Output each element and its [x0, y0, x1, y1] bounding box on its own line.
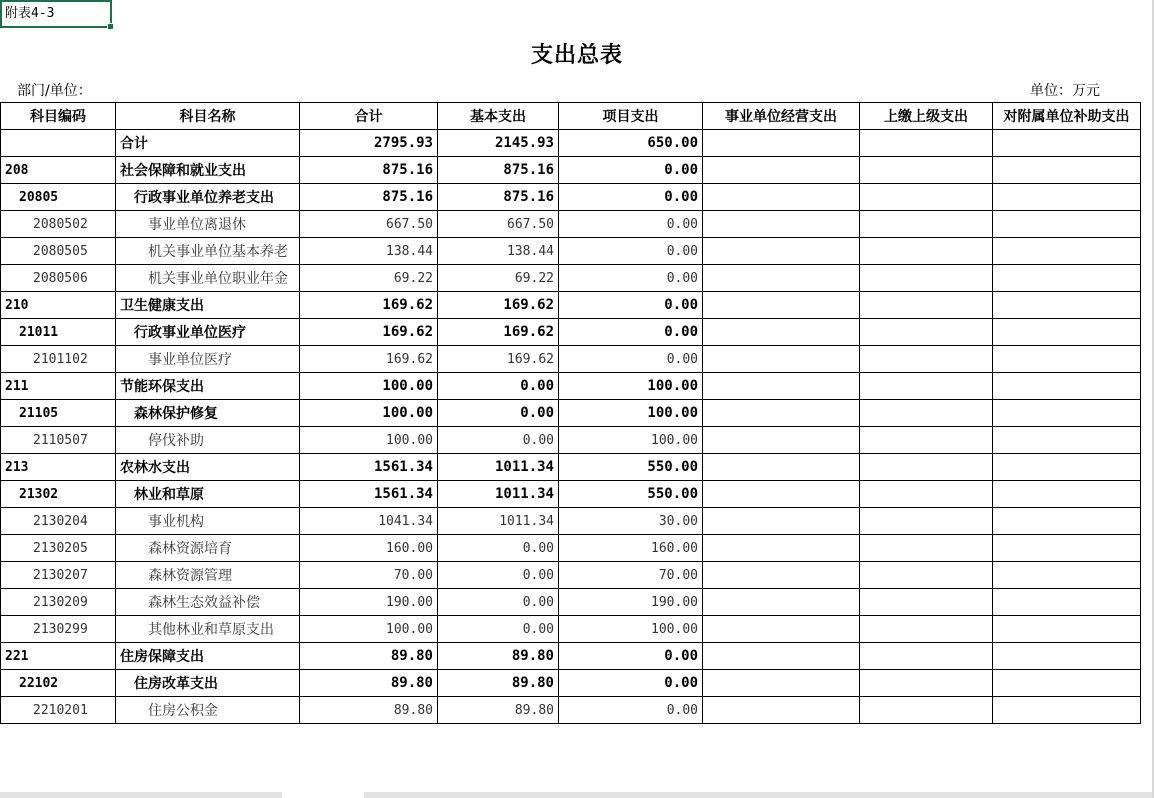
cell-project[interactable]: 0.00 [559, 670, 703, 697]
cell-project[interactable]: 550.00 [559, 454, 703, 481]
table-row [1, 346, 1141, 373]
cell-basic[interactable]: 69.22 [438, 265, 559, 292]
horizontal-scrollbar-left[interactable] [0, 792, 282, 798]
cell-name[interactable]: 事业单位医疗 [116, 346, 300, 373]
cell-business[interactable] [703, 238, 860, 265]
table-row [1, 481, 1141, 508]
cell-total[interactable]: 70.00 [300, 562, 438, 589]
cell-basic[interactable]: 89.80 [438, 670, 559, 697]
table-row [1, 319, 1141, 346]
cell-remit[interactable] [860, 130, 993, 157]
cell-subsidy[interactable] [993, 535, 1141, 562]
cell-name[interactable]: 其他林业和草原支出 [116, 616, 300, 643]
cell-business[interactable] [703, 508, 860, 535]
header-name[interactable]: 科目名称 [116, 103, 300, 130]
cell-project[interactable]: 0.00 [559, 643, 703, 670]
cell-code[interactable]: 2130204 [1, 508, 116, 535]
cell-basic[interactable]: 0.00 [438, 427, 559, 454]
cell-subsidy[interactable] [993, 346, 1141, 373]
selected-cell[interactable] [0, 0, 112, 28]
cell-total[interactable]: 100.00 [300, 373, 438, 400]
cell-code[interactable]: 2110507 [1, 427, 116, 454]
cell-subsidy[interactable] [993, 481, 1141, 508]
cell-name[interactable]: 节能环保支出 [116, 373, 300, 400]
cell-remit[interactable] [860, 508, 993, 535]
header-business[interactable]: 事业单位经营支出 [703, 103, 860, 130]
cell-project[interactable]: 100.00 [559, 427, 703, 454]
cell-remit[interactable] [860, 535, 993, 562]
table-row [1, 400, 1141, 427]
cell-name[interactable]: 森林资源培育 [116, 535, 300, 562]
cell-total[interactable]: 100.00 [300, 427, 438, 454]
cell-business[interactable] [703, 643, 860, 670]
cell-name[interactable]: 住房公积金 [116, 697, 300, 724]
cell-remit[interactable] [860, 670, 993, 697]
header-subsidy[interactable]: 对附属单位补助支出 [993, 103, 1141, 130]
cell-basic[interactable]: 89.80 [438, 643, 559, 670]
cell-name[interactable]: 森林保护修复 [116, 400, 300, 427]
cell-subsidy[interactable] [993, 562, 1141, 589]
cell-business[interactable] [703, 400, 860, 427]
cell-code[interactable]: 21302 [1, 481, 116, 508]
cell-basic[interactable]: 875.16 [438, 184, 559, 211]
cell-basic[interactable]: 2145.93 [438, 130, 559, 157]
cell-total[interactable]: 1041.34 [300, 508, 438, 535]
cell-name[interactable]: 住房改革支出 [116, 670, 300, 697]
cell-code[interactable]: 2101102 [1, 346, 116, 373]
cell-name[interactable]: 林业和草原 [116, 481, 300, 508]
cell-business[interactable] [703, 427, 860, 454]
cell-name[interactable]: 机关事业单位基本养老 [116, 238, 300, 265]
cell-project[interactable]: 0.00 [559, 265, 703, 292]
cell-business[interactable] [703, 292, 860, 319]
cell-remit[interactable] [860, 481, 993, 508]
cell-business[interactable] [703, 562, 860, 589]
header-row [1, 103, 1141, 130]
cell-project[interactable]: 0.00 [559, 157, 703, 184]
cell-total[interactable]: 89.80 [300, 643, 438, 670]
table-row [1, 373, 1141, 400]
table-row [1, 265, 1141, 292]
cell-business[interactable] [703, 346, 860, 373]
cell-subsidy[interactable] [993, 400, 1141, 427]
cell-project[interactable]: 0.00 [559, 319, 703, 346]
cell-remit[interactable] [860, 211, 993, 238]
cell-subsidy[interactable] [993, 184, 1141, 211]
cell-remit[interactable] [860, 562, 993, 589]
cell-basic[interactable]: 138.44 [438, 238, 559, 265]
header-basic[interactable]: 基本支出 [438, 103, 559, 130]
cell-total[interactable]: 169.62 [300, 346, 438, 373]
table-row [1, 508, 1141, 535]
cell-subsidy[interactable] [993, 130, 1141, 157]
cell-business[interactable] [703, 697, 860, 724]
cell-subsidy[interactable] [993, 670, 1141, 697]
cell-subsidy[interactable] [993, 319, 1141, 346]
cell-basic[interactable]: 0.00 [438, 373, 559, 400]
cell-remit[interactable] [860, 589, 993, 616]
cell-code[interactable]: 21011 [1, 319, 116, 346]
cell-total[interactable]: 89.80 [300, 697, 438, 724]
cell-basic[interactable]: 0.00 [438, 616, 559, 643]
table-row [1, 292, 1141, 319]
cell-total[interactable]: 169.62 [300, 319, 438, 346]
cell-project[interactable]: 190.00 [559, 589, 703, 616]
cell-total[interactable]: 667.50 [300, 211, 438, 238]
cell-basic[interactable]: 0.00 [438, 535, 559, 562]
cell-total[interactable]: 190.00 [300, 589, 438, 616]
cell-project[interactable]: 0.00 [559, 697, 703, 724]
cell-name[interactable]: 森林资源管理 [116, 562, 300, 589]
cell-name[interactable]: 机关事业单位职业年金 [116, 265, 300, 292]
cell-business[interactable] [703, 184, 860, 211]
header-remit[interactable]: 上缴上级支出 [860, 103, 993, 130]
cell-remit[interactable] [860, 454, 993, 481]
table-row [1, 211, 1141, 238]
cell-basic[interactable]: 1011.34 [438, 454, 559, 481]
cell-subsidy[interactable] [993, 211, 1141, 238]
cell-basic[interactable]: 0.00 [438, 400, 559, 427]
table-row [1, 454, 1141, 481]
header-code[interactable]: 科目编码 [1, 103, 116, 130]
cell-business[interactable] [703, 535, 860, 562]
cell-project[interactable]: 650.00 [559, 130, 703, 157]
cell-code[interactable]: 213 [1, 454, 116, 481]
table-row [1, 562, 1141, 589]
cell-basic[interactable]: 169.62 [438, 346, 559, 373]
cell-project[interactable]: 160.00 [559, 535, 703, 562]
cell-code[interactable]: 2130299 [1, 616, 116, 643]
cell-project[interactable]: 0.00 [559, 211, 703, 238]
cell-business[interactable] [703, 454, 860, 481]
cell-remit[interactable] [860, 427, 993, 454]
cell-remit[interactable] [860, 373, 993, 400]
cell-code[interactable]: 2130207 [1, 562, 116, 589]
cell-name[interactable]: 事业单位离退休 [116, 211, 300, 238]
cell-subsidy[interactable] [993, 373, 1141, 400]
cell-code[interactable]: 2080502 [1, 211, 116, 238]
cell-remit[interactable] [860, 238, 993, 265]
cell-total[interactable]: 138.44 [300, 238, 438, 265]
cell-business[interactable] [703, 481, 860, 508]
cell-remit[interactable] [860, 319, 993, 346]
cell-basic[interactable]: 0.00 [438, 562, 559, 589]
cell-project[interactable]: 100.00 [559, 373, 703, 400]
table-row [1, 184, 1141, 211]
cell-name[interactable]: 住房保障支出 [116, 643, 300, 670]
dept-label: 部门/单位： [17, 83, 92, 99]
cell-project[interactable]: 100.00 [559, 616, 703, 643]
cell-remit[interactable] [860, 643, 993, 670]
cell-subsidy[interactable] [993, 616, 1141, 643]
cell-total[interactable]: 160.00 [300, 535, 438, 562]
cell-code[interactable]: 210 [1, 292, 116, 319]
cell-code[interactable]: 2210201 [1, 697, 116, 724]
cell-name[interactable]: 农林水支出 [116, 454, 300, 481]
cell-business[interactable] [703, 130, 860, 157]
cell-remit[interactable] [860, 697, 993, 724]
cell-basic[interactable]: 667.50 [438, 211, 559, 238]
cell-remit[interactable] [860, 292, 993, 319]
cell-remit[interactable] [860, 157, 993, 184]
page-title: 支出总表 [530, 43, 623, 68]
cell-business[interactable] [703, 616, 860, 643]
cell-remit[interactable] [860, 184, 993, 211]
cell-name[interactable]: 合计 [116, 130, 300, 157]
cell-remit[interactable] [860, 265, 993, 292]
cell-business[interactable] [703, 373, 860, 400]
cell-basic[interactable]: 1011.34 [438, 508, 559, 535]
cell-business[interactable] [703, 211, 860, 238]
cell-basic[interactable]: 875.16 [438, 157, 559, 184]
table-row [1, 643, 1141, 670]
cell-code[interactable]: 2080506 [1, 265, 116, 292]
cell-code[interactable]: 22102 [1, 670, 116, 697]
cell-project[interactable]: 0.00 [559, 184, 703, 211]
cell-total[interactable]: 1561.34 [300, 481, 438, 508]
cell-business[interactable] [703, 589, 860, 616]
cell-basic[interactable]: 169.62 [438, 292, 559, 319]
cell-name[interactable]: 事业机构 [116, 508, 300, 535]
cell-project[interactable]: 100.00 [559, 400, 703, 427]
header-total[interactable]: 合计 [300, 103, 438, 130]
cell-project[interactable]: 70.00 [559, 562, 703, 589]
cell-total[interactable]: 875.16 [300, 184, 438, 211]
cell-project[interactable]: 0.00 [559, 292, 703, 319]
cell-total[interactable]: 169.62 [300, 292, 438, 319]
cell-total[interactable]: 69.22 [300, 265, 438, 292]
table-row [1, 535, 1141, 562]
cell-project[interactable]: 0.00 [559, 346, 703, 373]
cell-subsidy[interactable] [993, 157, 1141, 184]
cell-name[interactable]: 停伐补助 [116, 427, 300, 454]
table-row [1, 589, 1141, 616]
cell-total[interactable]: 100.00 [300, 400, 438, 427]
header-project[interactable]: 项目支出 [559, 103, 703, 130]
cell-name[interactable]: 社会保障和就业支出 [116, 157, 300, 184]
cell-code[interactable]: 21105 [1, 400, 116, 427]
cell-project[interactable]: 0.00 [559, 238, 703, 265]
cell-name[interactable]: 卫生健康支出 [116, 292, 300, 319]
cell-total[interactable]: 875.16 [300, 157, 438, 184]
cell-subsidy[interactable] [993, 589, 1141, 616]
horizontal-scrollbar-right[interactable] [364, 792, 1154, 798]
cell-basic[interactable]: 1011.34 [438, 481, 559, 508]
cell-subsidy[interactable] [993, 454, 1141, 481]
cell-subsidy[interactable] [993, 508, 1141, 535]
cell-project[interactable]: 550.00 [559, 481, 703, 508]
table-row [1, 157, 1141, 184]
cell-remit[interactable] [860, 400, 993, 427]
cell-code[interactable]: 2080505 [1, 238, 116, 265]
cell-remit[interactable] [860, 346, 993, 373]
cell-total[interactable]: 89.80 [300, 670, 438, 697]
cell-code[interactable]: 208 [1, 157, 116, 184]
table-row [1, 616, 1141, 643]
cell-total[interactable]: 100.00 [300, 616, 438, 643]
expenditure-table [0, 102, 1141, 724]
cell-basic[interactable]: 169.62 [438, 319, 559, 346]
cell-project[interactable]: 30.00 [559, 508, 703, 535]
cell-name[interactable]: 森林生态效益补偿 [116, 589, 300, 616]
table-row [1, 130, 1141, 157]
cell-name[interactable]: 行政事业单位医疗 [116, 319, 300, 346]
cell-subsidy[interactable] [993, 427, 1141, 454]
cell-business[interactable] [703, 265, 860, 292]
cell-code[interactable]: 20805 [1, 184, 116, 211]
cell-business[interactable] [703, 157, 860, 184]
cell-business[interactable] [703, 670, 860, 697]
cell-total[interactable]: 2795.93 [300, 130, 438, 157]
table-row [1, 697, 1141, 724]
cell-remit[interactable] [860, 616, 993, 643]
cell-total[interactable]: 1561.34 [300, 454, 438, 481]
cell-basic[interactable]: 89.80 [438, 697, 559, 724]
cell-code[interactable] [1, 130, 116, 157]
cell-code[interactable]: 211 [1, 373, 116, 400]
cell-label: 附表4-3 [5, 6, 55, 21]
cell-business[interactable] [703, 319, 860, 346]
table-row [1, 427, 1141, 454]
cell-subsidy[interactable] [993, 238, 1141, 265]
table-row [1, 670, 1141, 697]
cell-basic[interactable]: 0.00 [438, 589, 559, 616]
table-row [1, 238, 1141, 265]
cell-subsidy[interactable] [993, 265, 1141, 292]
cell-code[interactable]: 221 [1, 643, 116, 670]
cell-code[interactable]: 2130209 [1, 589, 116, 616]
cell-name[interactable]: 行政事业单位养老支出 [116, 184, 300, 211]
fill-handle[interactable] [107, 23, 114, 30]
cell-subsidy[interactable] [993, 643, 1141, 670]
cell-subsidy[interactable] [993, 697, 1141, 724]
unit-label: 单位：万元 [1030, 83, 1100, 99]
cell-subsidy[interactable] [993, 292, 1141, 319]
cell-code[interactable]: 2130205 [1, 535, 116, 562]
